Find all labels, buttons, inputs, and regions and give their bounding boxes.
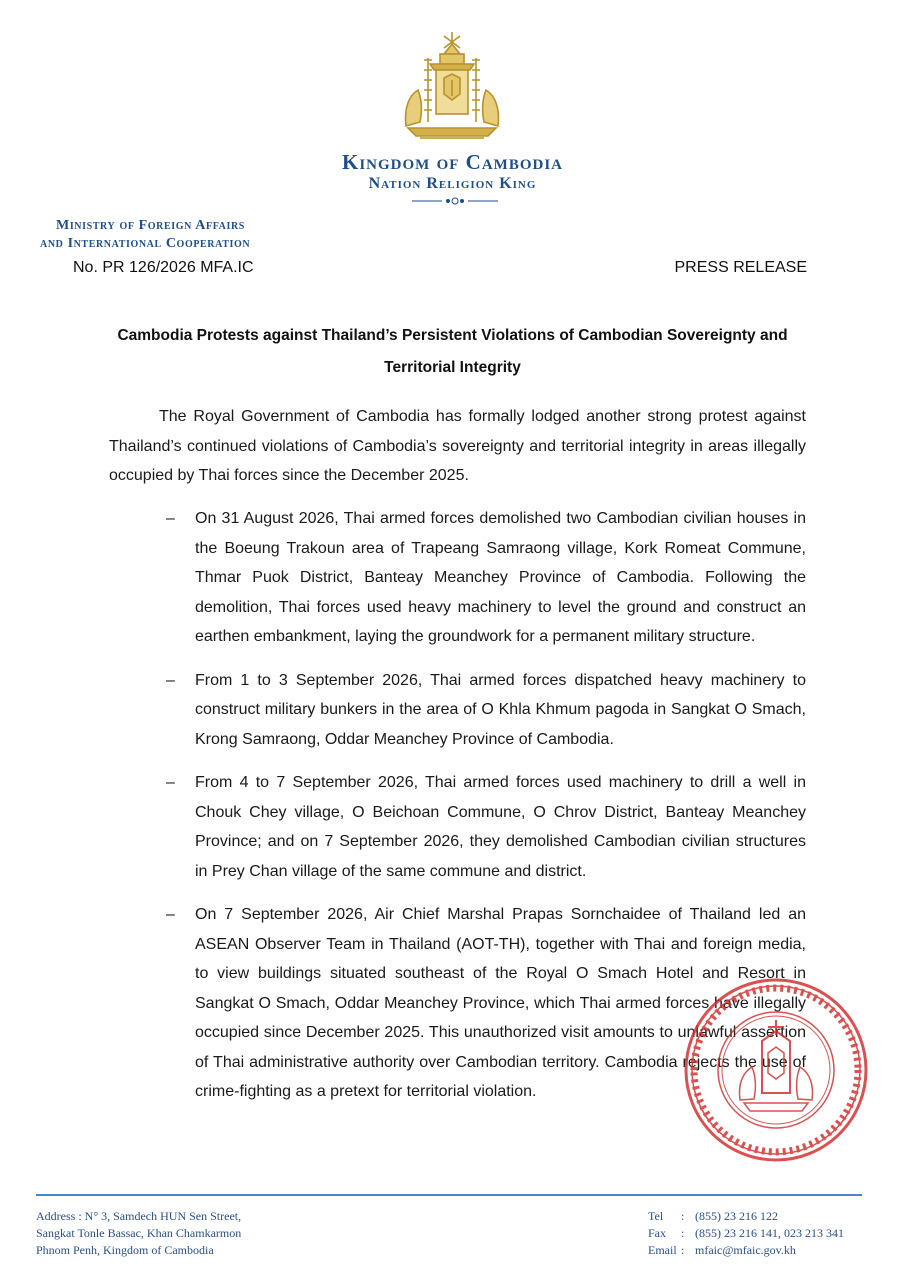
divider-ornament-icon <box>412 196 498 206</box>
list-item <box>166 666 806 755</box>
press-release-title: Cambodia Protests against Thailand’s Persistent Violations of Cambodian Sovereignty and Territorial Integrity <box>117 327 788 376</box>
tel-value: (855) 23 216 122 <box>695 1209 778 1223</box>
footer-rule <box>36 1194 862 1196</box>
national-motto: Nation Religion King <box>368 175 537 192</box>
footer-address <box>36 1208 241 1259</box>
tel-label: Tel <box>648 1209 664 1223</box>
ministry-name-line2: and International Cooperation <box>40 236 251 251</box>
list-item-text: On 7 September 2026, Air Chief Marshal Prapas Sornchaidee of Thailand led an ASEAN Observer Team in Thailand (AOT-TH), together with Thai and foreign media, to view buildings situated southeast of the Royal O Smach Hotel and Resort in Sangkat O Smach, Oddar Meanchey Province, which Thai armed forces have illegally occupied since December 2025. This unauthorized visit amounts to unlawful assertion of Thai administrative authority over Cambodian territory. Cambodia rejects the use of crime-fighting as a pretext for territorial violation. <box>195 906 806 1100</box>
contact-email: Email : mfaic@mfaic.gov.kh <box>648 1243 796 1257</box>
royal-arms-emblem-icon <box>400 30 504 142</box>
bullet-dash: – <box>166 774 175 791</box>
list-item-text: On 31 August 2026, Thai armed forces demolished two Cambodian civilian houses in the Boeung Trakoun area of Trapeang Samraong village, Kork Romeat Commune, Thmar Puok District, Banteay Meanchey Province of Cambodia. Following the demolition, Thai forces used heavy machinery to level the ground and construct an earthen embankment, laying the groundwork for a permanent military structure. <box>195 510 806 645</box>
bullet-dash: – <box>166 671 175 689</box>
footer-contacts <box>648 1208 844 1259</box>
email-label: Email <box>648 1243 677 1257</box>
email-value[interactable]: mfaic@mfaic.gov.kh <box>695 1243 796 1257</box>
bullet-dash: – <box>166 906 175 923</box>
bullet-dash: – <box>166 510 175 527</box>
contact-tel: Tel : (855) 23 216 122 <box>648 1209 778 1223</box>
address-line: Address : N° 3, Samdech HUN Sen Street, <box>36 1209 242 1223</box>
list-item <box>166 768 806 886</box>
address-line: Sangkat Tonle Bassac, Khan Chamkarmon <box>36 1226 242 1240</box>
intro-paragraph: The Royal Government of Cambodia has formally lodged another strong protest against Thailand’s continued violations of Cambodia’s sovereignty and territorial integrity in areas illegally occupied by Thai forces since the December 2025. <box>109 408 806 484</box>
address-line: Phnom Penh, Kingdom of Cambodia <box>36 1243 214 1257</box>
kingdom-heading: Kingdom of Cambodia <box>342 150 563 174</box>
contact-fax: Fax : (855) 23 216 141, 023 213 341 <box>648 1226 844 1240</box>
ministry-official-seal-icon <box>680 975 872 1165</box>
list-item-text: From 4 to 7 September 2026, Thai armed forces used machinery to drill a well in Chouk Chey village, O Beichoan Commune, O Chrov District, Banteay Meanchey Province; and on 7 September 2026, they demolished Cambodian civilian structures in Prey Chan village of the same commune and district. <box>195 774 806 880</box>
fax-value: (855) 23 216 141, 023 213 341 <box>695 1226 844 1240</box>
list-item-text: From 1 to 3 September 2026, Thai armed forces dispatched heavy machinery to construct military bunkers in the area of O Khla Khmum pagoda in Sangkat O Smach, Krong Samraong, Oddar Meanchey Province of Cambodia. <box>195 671 806 748</box>
ministry-name-line1: Ministry of Foreign Affairs <box>56 218 245 233</box>
list-item <box>166 504 806 652</box>
fax-label: Fax <box>648 1226 666 1240</box>
document-type-label: PRESS RELEASE <box>674 259 807 276</box>
reference-number: No. PR 126/2026 MFA.IC <box>73 259 254 276</box>
